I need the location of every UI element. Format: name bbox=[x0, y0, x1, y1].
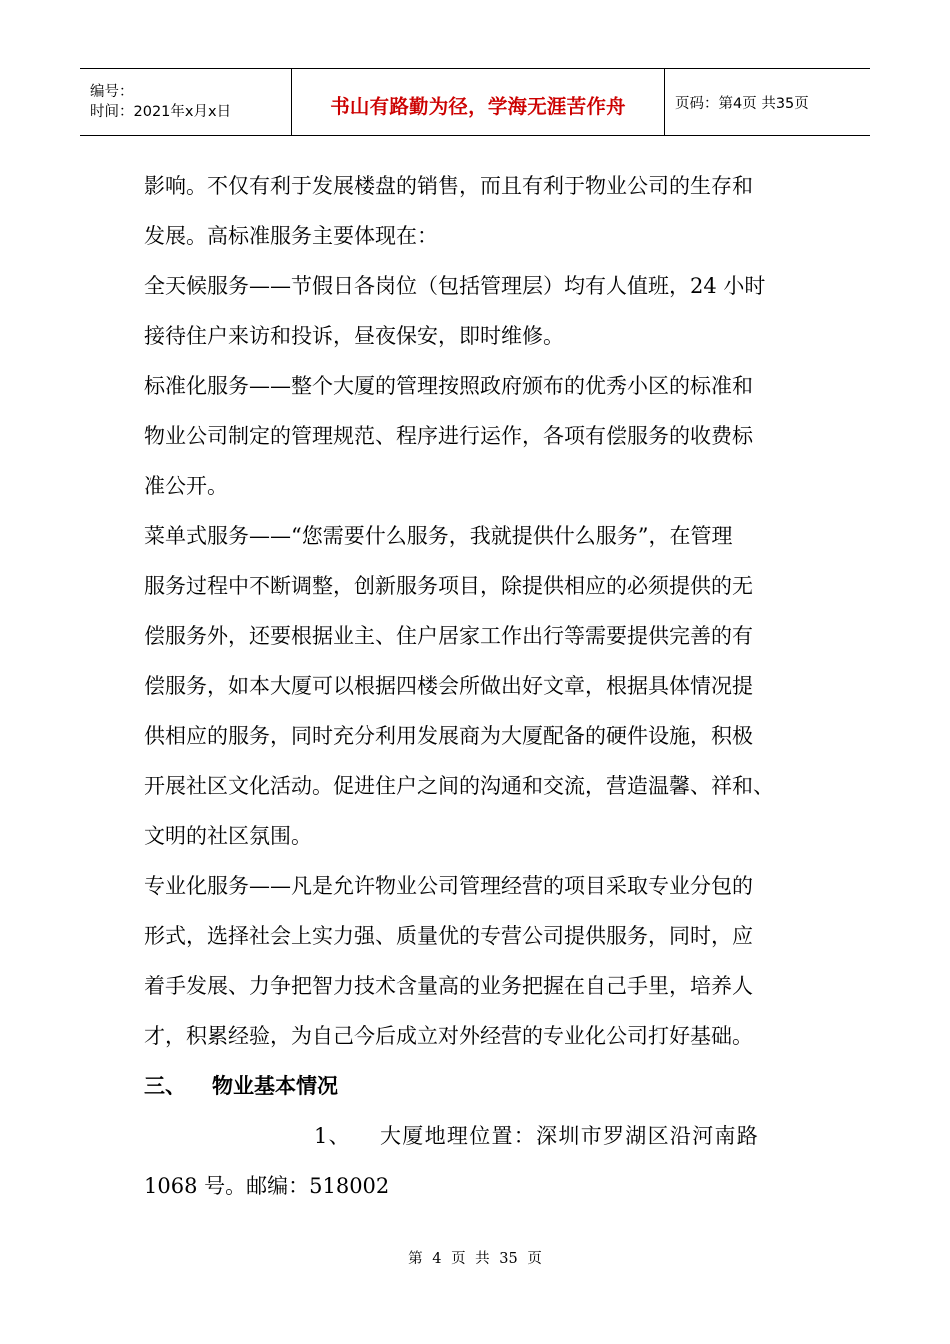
list-item bbox=[314, 1111, 834, 1161]
section-title: 物业基本情况 bbox=[212, 1074, 338, 1098]
header-motto-cell bbox=[292, 69, 665, 136]
body-line: 专业化服务——凡是允许物业公司管理经营的项目采取专业分包的 bbox=[144, 874, 753, 898]
page-footer: 第 4 页 共 35 页 bbox=[408, 1251, 542, 1267]
document-header bbox=[80, 68, 870, 136]
body-line: 形式，选择社会上实力强、质量优的专营公司提供服务，同时，应 bbox=[144, 924, 753, 948]
body-line: 标准化服务——整个大厦的管理按照政府颁布的优秀小区的标准和 bbox=[144, 374, 753, 398]
body-line: 全天候服务——节假日各岗位（包括管理层）均有人值班，24 小时 bbox=[144, 274, 766, 298]
body-line: 偿服务外，还要根据业主、住户居家工作出行等需要提供完善的有 bbox=[144, 624, 753, 648]
body-line: 菜单式服务——“您需要什么服务，我就提供什么服务”，在管理 bbox=[144, 524, 733, 548]
body-line: 才，积累经验，为自己今后成立对外经营的专业化公司打好基础。 bbox=[144, 1024, 753, 1048]
header-motto: 书山有路勤为径，学海无涯苦作舟 bbox=[330, 94, 626, 118]
header-page-cell bbox=[665, 69, 871, 136]
document-date-label: 时间：2021年x月x日 bbox=[90, 104, 232, 120]
body-line: 准公开。 bbox=[144, 474, 228, 498]
body-line: 发展。高标准服务主要体现在： bbox=[144, 224, 438, 248]
document-body bbox=[144, 161, 834, 1211]
list-item-continuation: 1068 号。邮编：518002 bbox=[144, 1174, 390, 1198]
list-item-text: 大厦地理位置：深圳市罗湖区沿河南路 bbox=[380, 1124, 760, 1148]
header-meta-cell bbox=[80, 69, 292, 136]
body-line: 接待住户来访和投诉，昼夜保安，即时维修。 bbox=[144, 324, 564, 348]
body-line: 开展社区文化活动。促进住户之间的沟通和交流，营造温馨、祥和、 bbox=[144, 774, 774, 798]
body-line: 供相应的服务，同时充分利用发展商为大厦配备的硬件设施，积极 bbox=[144, 724, 753, 748]
body-line: 着手发展、力争把智力技术含量高的业务把握在自己手里，培养人 bbox=[144, 974, 753, 998]
list-item-number: 1、 bbox=[314, 1124, 351, 1148]
body-line: 服务过程中不断调整，创新服务项目，除提供相应的必须提供的无 bbox=[144, 574, 753, 598]
body-line: 影响。不仅有利于发展楼盘的销售，而且有利于物业公司的生存和 bbox=[144, 174, 753, 198]
section-number: 三、 bbox=[144, 1074, 186, 1098]
section-heading bbox=[144, 1061, 834, 1111]
document-number-label: 编号： bbox=[90, 84, 134, 100]
header-page-number: 页码：第4页 共35页 bbox=[675, 95, 809, 112]
body-line: 文明的社区氛围。 bbox=[144, 824, 312, 848]
body-line: 偿服务，如本大厦可以根据四楼会所做出好文章，根据具体情况提 bbox=[144, 674, 753, 698]
body-line: 物业公司制定的管理规范、程序进行运作，各项有偿服务的收费标 bbox=[144, 424, 753, 448]
